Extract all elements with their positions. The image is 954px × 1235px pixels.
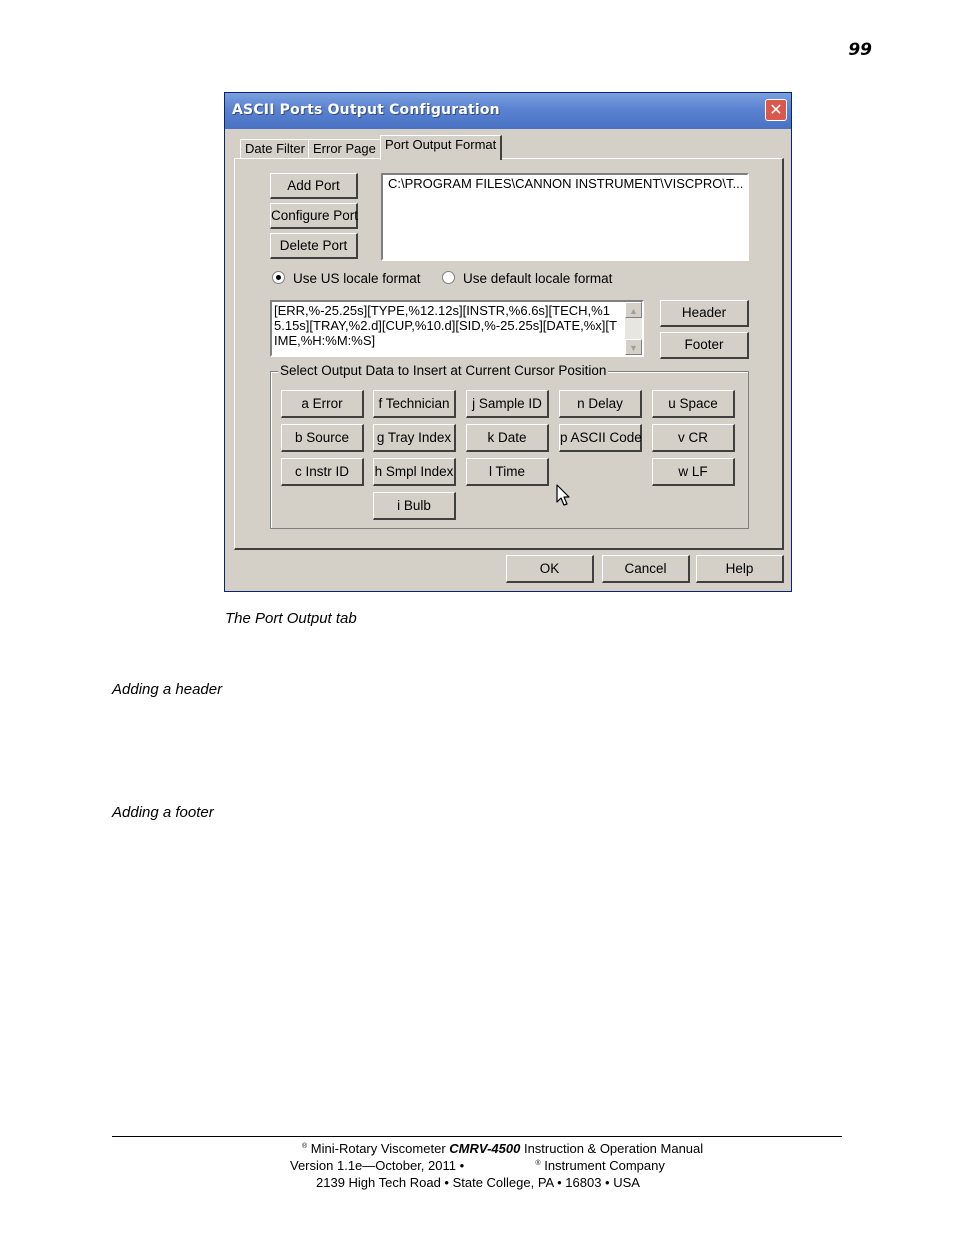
list-item[interactable]: C:\PROGRAM FILES\CANNON INSTRUMENT\VISCPRO\T...: [388, 176, 744, 191]
insert-bulb-button[interactable]: i Bulb: [373, 492, 456, 520]
insert-cr-button[interactable]: v CR: [652, 424, 735, 452]
dialog-titlebar[interactable]: [225, 93, 791, 129]
footer-button[interactable]: Footer: [660, 332, 749, 359]
format-string-textarea[interactable]: [270, 300, 644, 357]
insert-smpl-index-button[interactable]: h Smpl Index: [373, 458, 456, 486]
page-number: 99: [848, 40, 872, 60]
insert-technician-button[interactable]: f Technician: [373, 390, 456, 418]
footer-manual-title: Instruction & Operation Manual: [523, 1141, 704, 1156]
radio-selected-icon: [272, 271, 285, 284]
registered-mark-2: ®: [535, 1160, 541, 1167]
tab-port-output-format[interactable]: Port Output Format: [380, 135, 502, 160]
format-string-text: [ERR,%-25.25s][TYPE,%12.12s][INSTR,%6.6s][TECH,%15.15s][TRAY,%2.d][CUP,%10.d][SID,%-25.25s][DATE,%x][TIME,%H:%M:%S]: [274, 303, 617, 348]
footer-company: Instrument Company: [544, 1158, 665, 1173]
close-icon: ✕: [769, 100, 783, 119]
insert-instr-id-button[interactable]: c Instr ID: [281, 458, 364, 486]
tab-error-page[interactable]: Error Page: [308, 139, 381, 159]
default-locale-label: Use default locale format: [463, 271, 613, 286]
insert-delay-button[interactable]: n Delay: [559, 390, 642, 418]
insert-date-button[interactable]: k Date: [466, 424, 549, 452]
mouse-pointer-icon: [556, 484, 572, 508]
insert-space-button[interactable]: u Space: [652, 390, 735, 418]
header-button[interactable]: Header: [660, 300, 749, 327]
insert-group-label: Select Output Data to Insert at Current Cursor Position: [280, 363, 607, 378]
radio-unselected-icon: [442, 271, 455, 284]
insert-time-button[interactable]: l Time: [466, 458, 549, 486]
ascii-ports-dialog: [224, 92, 792, 592]
figure-caption: The Port Output tab: [225, 610, 357, 627]
format-scrollbar[interactable]: [625, 302, 642, 355]
insert-sample-id-button[interactable]: j Sample ID: [466, 390, 549, 418]
add-port-button[interactable]: Add Port: [270, 173, 358, 199]
adding-footer-heading: Adding a footer: [112, 804, 214, 821]
insert-error-button[interactable]: a Error: [281, 390, 364, 418]
footer-product-prefix: Mini-Rotary Viscometer: [310, 1141, 446, 1156]
registered-mark: ®: [302, 1143, 308, 1150]
scroll-up-icon[interactable]: ▲: [625, 302, 642, 318]
tab-date-filter[interactable]: Date Filter: [240, 139, 310, 159]
help-button[interactable]: Help: [696, 555, 784, 583]
footer-divider: [112, 1136, 842, 1137]
footer-version: Version 1.1e—October, 2011 •: [290, 1158, 465, 1173]
insert-lf-button[interactable]: w LF: [652, 458, 735, 486]
footer-line-2: [290, 1158, 665, 1173]
delete-port-button[interactable]: Delete Port: [270, 233, 358, 259]
configure-port-button[interactable]: Configure Port: [270, 203, 358, 229]
cancel-button[interactable]: Cancel: [602, 555, 690, 583]
insert-source-button[interactable]: b Source: [281, 424, 364, 452]
us-locale-label: Use US locale format: [293, 271, 421, 286]
insert-tray-index-button[interactable]: g Tray Index: [373, 424, 456, 452]
close-button[interactable]: [765, 99, 787, 121]
footer-line-3: 2139 High Tech Road • State College, PA • 16803 • USA: [316, 1175, 640, 1190]
ok-button[interactable]: OK: [506, 555, 594, 583]
footer-product-name: CMRV-4500: [449, 1141, 521, 1156]
port-output-panel: [234, 158, 784, 550]
adding-header-heading: Adding a header: [112, 681, 223, 698]
insert-ascii-code-button[interactable]: p ASCII Code: [559, 424, 642, 452]
us-locale-radio[interactable]: [272, 271, 421, 286]
ports-list[interactable]: [381, 173, 749, 261]
default-locale-radio[interactable]: [442, 271, 612, 286]
dialog-title: ASCII Ports Output Configuration: [232, 102, 500, 118]
footer-line-1: [302, 1141, 703, 1156]
scroll-down-icon[interactable]: ▼: [625, 339, 642, 355]
